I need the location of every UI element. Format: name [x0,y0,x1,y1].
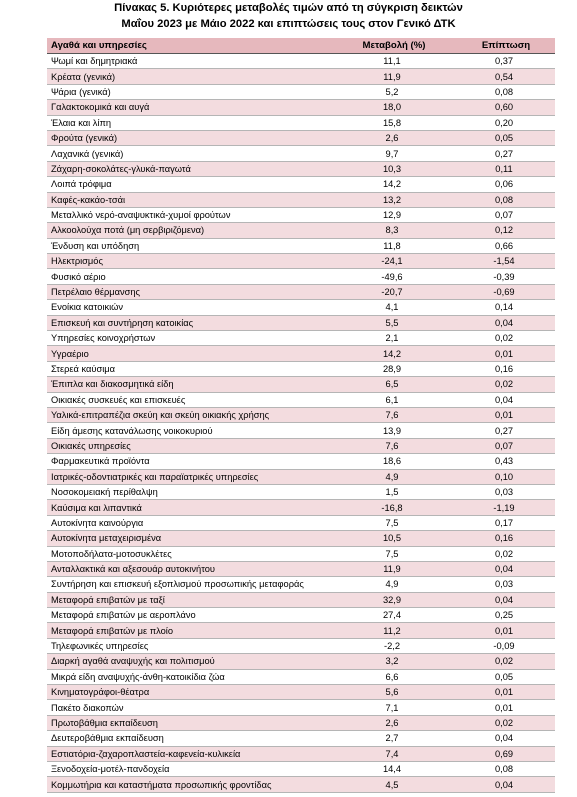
table-title-line-1: Πίνακας 5. Κυριότερες μεταβολές τιμών από τη σύγκριση δεικτών [114,2,463,14]
table-row [47,315,555,330]
row-change-value: 10,3 [331,161,453,176]
row-item-label: Ενοίκια κατοικιών [47,300,331,315]
header-goods-services: Αγαθά και υπηρεσίες [47,38,331,54]
table-row [47,346,555,361]
row-item-label: Πετρέλαιο θέρμανσης [47,284,331,299]
table-row [47,192,555,207]
row-impact-value: 0,25 [453,608,555,623]
row-item-label: Διαρκή αγαθά αναψυχής και πολιτισμού [47,654,331,669]
row-impact-value: 0,27 [453,146,555,161]
row-item-label: Ψάρια (γενικά) [47,84,331,99]
row-item-label: Μεταφορά επιβατών με ταξί [47,592,331,607]
row-change-value: 3,2 [331,654,453,669]
row-item-label: Υαλικά-επιτραπέζια σκεύη και σκεύη οικιακής χρήσης [47,407,331,422]
table-row [47,207,555,222]
row-change-value: 8,3 [331,223,453,238]
table-row [47,423,555,438]
row-item-label: Μοτοποδήλατα-μοτοσυκλέτες [47,546,331,561]
table-row [47,361,555,376]
row-impact-value: 0,60 [453,100,555,115]
row-impact-value: 0,54 [453,69,555,84]
row-change-value: 5,2 [331,84,453,99]
row-impact-value: -0,09 [453,638,555,653]
table-row [47,392,555,407]
row-item-label: Κινηματογράφοι-θέατρα [47,685,331,700]
row-impact-value: 0,16 [453,531,555,546]
row-item-label: Οικιακές υπηρεσίες [47,438,331,453]
row-change-value: 7,5 [331,546,453,561]
table-row [47,254,555,269]
row-impact-value: 0,14 [453,300,555,315]
row-change-value: -2,2 [331,638,453,653]
row-change-value: 13,9 [331,423,453,438]
row-change-value: -49,6 [331,269,453,284]
row-impact-value: 0,07 [453,438,555,453]
row-impact-value: 0,02 [453,377,555,392]
row-change-value: 6,1 [331,392,453,407]
row-item-label: Δευτεροβάθμια εκπαίδευση [47,731,331,746]
row-item-label: Έπιπλα και διακοσμητικά είδη [47,377,331,392]
row-change-value: 14,2 [331,346,453,361]
row-item-label: Υπηρεσίες κοινοχρήστων [47,331,331,346]
row-change-value: 7,1 [331,700,453,715]
table-row [47,608,555,623]
row-change-value: 4,9 [331,469,453,484]
row-impact-value: 0,16 [453,361,555,376]
table-row [47,284,555,299]
row-impact-value: 0,37 [453,54,555,69]
row-change-value: 10,5 [331,531,453,546]
row-impact-value: 0,01 [453,685,555,700]
row-change-value: 4,9 [331,577,453,592]
row-impact-value: 0,02 [453,654,555,669]
row-change-value: 6,5 [331,377,453,392]
table-row [47,161,555,176]
table-row [47,546,555,561]
row-item-label: Εστιατόρια-ζαχαροπλαστεία-καφενεία-κυλικεία [47,746,331,761]
row-change-value: 7,5 [331,515,453,530]
row-impact-value: 0,20 [453,115,555,130]
row-change-value: 11,9 [331,561,453,576]
table-row [47,300,555,315]
row-item-label: Επισκευή και συντήρηση κατοικίας [47,315,331,330]
row-change-value: 14,2 [331,177,453,192]
row-impact-value: 0,04 [453,731,555,746]
table-row [47,407,555,422]
row-item-label: Οικιακές συσκευές και επισκευές [47,392,331,407]
row-item-label: Πρωτοβάθμια εκπαίδευση [47,715,331,730]
row-item-label: Συντήρηση και επισκευή εξοπλισμού προσωπικής μεταφοράς [47,577,331,592]
table-row [47,669,555,684]
row-change-value: 32,9 [331,592,453,607]
row-change-value: 9,7 [331,146,453,161]
row-item-label: Νοσοκομειακή περίθαλψη [47,484,331,499]
row-item-label: Πακέτο διακοπών [47,700,331,715]
table-row [47,561,555,576]
row-change-value: 18,0 [331,100,453,115]
table-row [47,484,555,499]
row-item-label: Κομμωτήρια και καταστήματα προσωπικής φροντίδας [47,777,331,792]
row-impact-value: 0,04 [453,592,555,607]
table-row [47,454,555,469]
row-impact-value: 0,04 [453,777,555,792]
row-change-value: -16,8 [331,500,453,515]
row-impact-value: 0,05 [453,130,555,145]
table-row [47,84,555,99]
table-row [47,746,555,761]
row-change-value: 2,6 [331,715,453,730]
table-row [47,54,555,69]
row-change-value: 18,6 [331,454,453,469]
row-change-value: 4,1 [331,300,453,315]
row-impact-value: 0,02 [453,715,555,730]
row-change-value: 6,6 [331,669,453,684]
row-change-value: 13,2 [331,192,453,207]
row-item-label: Ζάχαρη-σοκολάτες-γλυκά-παγωτά [47,161,331,176]
row-item-label: Μεταλλικό νερό-αναψυκτικά-χυμοί φρούτων [47,207,331,222]
row-change-value: 11,8 [331,238,453,253]
row-impact-value: 0,66 [453,238,555,253]
row-impact-value: 0,01 [453,346,555,361]
row-change-value: 11,1 [331,54,453,69]
row-item-label: Καφές-κακάο-τσάι [47,192,331,207]
row-impact-value: 0,10 [453,469,555,484]
row-change-value: 11,9 [331,69,453,84]
row-change-value: 2,1 [331,331,453,346]
row-item-label: Τηλεφωνικές υπηρεσίες [47,638,331,653]
row-item-label: Μεταφορά επιβατών με πλοίο [47,623,331,638]
table-row [47,577,555,592]
row-change-value: 12,9 [331,207,453,222]
row-item-label: Ιατρικές-οδοντιατρικές και παραϊατρικές υπηρεσίες [47,469,331,484]
row-impact-value: 0,04 [453,315,555,330]
row-impact-value: 0,04 [453,392,555,407]
row-impact-value: 0,01 [453,407,555,422]
table-row [47,623,555,638]
table-row [47,223,555,238]
table-row [47,715,555,730]
row-impact-value: 0,08 [453,761,555,776]
row-item-label: Καύσιμα και λιπαντικά [47,500,331,515]
table-row [47,146,555,161]
header-impact: Επίπτωση [453,38,555,54]
row-impact-value: 0,01 [453,623,555,638]
row-item-label: Αυτοκίνητα μεταχειρισμένα [47,531,331,546]
row-item-label: Φαρμακευτικά προϊόντα [47,454,331,469]
table-row [47,685,555,700]
row-item-label: Έλαια και λίπη [47,115,331,130]
row-impact-value: 0,12 [453,223,555,238]
row-item-label: Γαλακτοκομικά και αυγά [47,100,331,115]
table-row [47,100,555,115]
row-change-value: 28,9 [331,361,453,376]
row-change-value: 5,5 [331,315,453,330]
row-change-value: 4,5 [331,777,453,792]
row-change-value: 1,5 [331,484,453,499]
row-item-label: Αλκοολούχα ποτά (μη σερβιριζόμενα) [47,223,331,238]
price-changes-table [47,38,555,793]
row-item-label: Ξενοδοχεία-μοτέλ-πανδοχεία [47,761,331,776]
table-row [47,531,555,546]
row-item-label: Αυτοκίνητα καινούργια [47,515,331,530]
row-impact-value: 0,27 [453,423,555,438]
row-impact-value: -0,69 [453,284,555,299]
table-row [47,177,555,192]
row-impact-value: 0,02 [453,546,555,561]
table-row [47,592,555,607]
row-impact-value: 0,01 [453,700,555,715]
table-row [47,69,555,84]
row-change-value: 11,2 [331,623,453,638]
row-impact-value: 0,08 [453,192,555,207]
table-title-line-2: Μαΐου 2023 με Μάιο 2022 και επιπτώσεις τους στον Γενικό ΔΤΚ [121,18,456,30]
row-item-label: Ένδυση και υπόδηση [47,238,331,253]
row-item-label: Ανταλλακτικά και αξεσουάρ αυτοκινήτου [47,561,331,576]
table-row [47,654,555,669]
table-row [47,777,555,792]
table-row [47,115,555,130]
row-impact-value: 0,02 [453,331,555,346]
row-impact-value: 0,06 [453,177,555,192]
table-row [47,331,555,346]
header-row [47,38,555,54]
row-change-value: 5,6 [331,685,453,700]
row-change-value: 27,4 [331,608,453,623]
row-item-label: Υγραέριο [47,346,331,361]
row-impact-value: 0,04 [453,561,555,576]
row-item-label: Ηλεκτρισμός [47,254,331,269]
row-change-value: 2,7 [331,731,453,746]
row-impact-value: 0,03 [453,484,555,499]
row-impact-value: -1,19 [453,500,555,515]
row-change-value: 2,6 [331,130,453,145]
header-change-percent: Μεταβολή (%) [331,38,453,54]
row-item-label: Στερεά καύσιμα [47,361,331,376]
row-item-label: Μικρά είδη αναψυχής-άνθη-κατοικίδια ζώα [47,669,331,684]
row-impact-value: -0,39 [453,269,555,284]
row-impact-value: 0,03 [453,577,555,592]
table-row [47,761,555,776]
row-item-label: Είδη άμεσης κατανάλωσης νοικοκυριού [47,423,331,438]
row-change-value: 7,4 [331,746,453,761]
row-item-label: Λοιπά τρόφιμα [47,177,331,192]
row-item-label: Κρέατα (γενικά) [47,69,331,84]
table-row [47,130,555,145]
row-change-value: 15,8 [331,115,453,130]
table-row [47,377,555,392]
row-impact-value: 0,07 [453,207,555,222]
row-item-label: Μεταφορά επιβατών με αεροπλάνο [47,608,331,623]
row-change-value: -24,1 [331,254,453,269]
row-impact-value: 0,43 [453,454,555,469]
row-change-value: -20,7 [331,284,453,299]
row-impact-value: 0,05 [453,669,555,684]
table-row [47,238,555,253]
row-impact-value: 0,11 [453,161,555,176]
table-row [47,700,555,715]
table-row [47,438,555,453]
row-impact-value: 0,69 [453,746,555,761]
table-row [47,500,555,515]
row-change-value: 7,6 [331,438,453,453]
row-item-label: Ψωμί και δημητριακά [47,54,331,69]
row-impact-value: 0,08 [453,84,555,99]
row-item-label: Λαχανικά (γενικά) [47,146,331,161]
table-row [47,515,555,530]
row-change-value: 7,6 [331,407,453,422]
table-row [47,269,555,284]
row-item-label: Φρούτα (γενικά) [47,130,331,145]
row-item-label: Φυσικό αέριο [47,269,331,284]
table-row [47,731,555,746]
table-row [47,638,555,653]
row-impact-value: -1,54 [453,254,555,269]
table-row [47,469,555,484]
row-change-value: 14,4 [331,761,453,776]
row-impact-value: 0,17 [453,515,555,530]
